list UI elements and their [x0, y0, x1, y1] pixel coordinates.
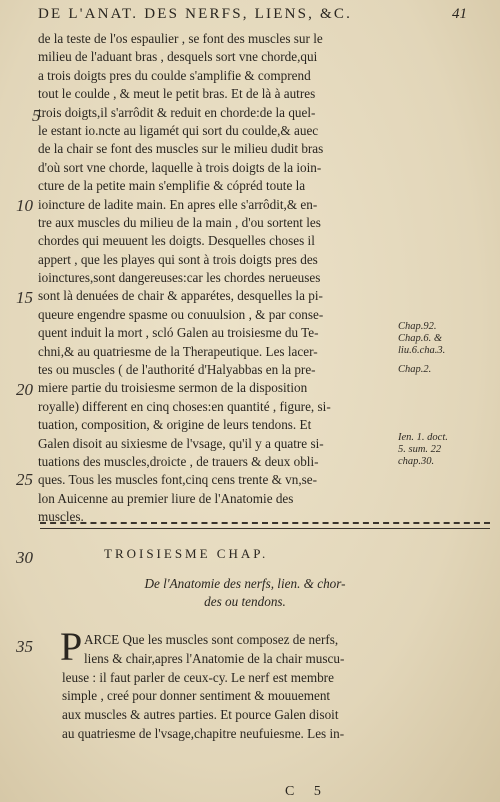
chapter-heading: TROISIESME CHAP.	[104, 546, 269, 561]
line-number-25: 25	[16, 470, 33, 489]
page-number: 41	[452, 6, 467, 22]
text-line: chordes qui meuuent les doigts. Desquelles choses il	[38, 233, 315, 249]
signature-mark: C 5	[285, 784, 329, 799]
text-line: tuations des muscles,droicte , de trauers & deux obli-	[38, 453, 319, 469]
text-line: de la chair se font des muscles sur le milieu dudit bras	[38, 141, 324, 157]
text-line: cture de la petite main s'emplifie & cópréd toute la	[38, 178, 306, 194]
margin-note: Ien. 1. doct. 5. sum. 22 chap.30.	[398, 432, 448, 467]
text-line: queure engendre spasme ou conuulsion , & par conse-	[38, 306, 324, 322]
text-line: Galen disoit au sixiesme de l'vsage, qu'il y a quatre si-	[38, 435, 324, 451]
line-number-10: 10	[16, 196, 33, 215]
text-line: d'où sort vne chorde, laquelle à trois doigts de la ioin-	[38, 159, 322, 175]
text-line: miere partie du troisiesme sermon de la disposition	[38, 380, 308, 396]
margin-note: Chap.2.	[398, 364, 432, 375]
line-number-35: 35	[16, 637, 33, 656]
text-line: leuse : il faut parler de ceux-cy. Le nerf est membre	[62, 669, 334, 685]
line-number-30: 30	[16, 548, 33, 567]
ornamental-rule	[40, 528, 490, 529]
line-number-20: 20	[16, 380, 33, 399]
text-line: milieu de l'aduant bras , desquels sort vne chorde,qui	[38, 49, 318, 65]
line-number-15: 15	[16, 288, 33, 307]
text-line: le estant io.ncte au ligamét qui sort du coulde,& auec	[38, 122, 319, 138]
text-line: a trois doigts pres du coulde s'amplifie & comprend	[38, 67, 311, 83]
text-line: muscles.	[38, 509, 84, 525]
text-line: quent induit la mort , scló Galen au troisiesme du Te-	[38, 325, 319, 341]
text-line: ques. Tous les muscles font,cinq cens trente & vn,se-	[38, 472, 318, 488]
text-line: simple , creé pour donner sentiment & mouuement	[62, 688, 331, 704]
drop-cap: P	[60, 624, 83, 669]
text-line: sont là denuées de chair & apparétes, desquelles la pi-	[38, 288, 323, 304]
chapter-subtitle: des ou tendons.	[204, 594, 286, 609]
text-line: trois doigts,il s'arrôdit & reduit en chorde:de la quel-	[38, 104, 316, 120]
text-line: ioincture de ladite main. En apres elle s'arrôdit,& en-	[38, 196, 318, 212]
text-line: aux muscles & autres parties. Et pource Galen disoit	[62, 707, 339, 723]
text-line: tre aux muscles du milieu de la main , d'ou sortent les	[38, 214, 321, 230]
text-line: ioinctures,sont dangereuses:car les chordes nerueuses	[38, 270, 321, 286]
text-line: chni,& au quatriesme de la Therapeutique. Les lacer-	[38, 343, 318, 359]
text-line: royalle) different en cinq choses:en quantité , figure, si-	[38, 398, 331, 414]
text-line: au quatriesme de l'vsage,chapitre neufuiesme. Les in-	[62, 725, 345, 741]
running-header	[0, 6, 500, 28]
line-number-5: 5	[32, 106, 41, 125]
chapter-subtitle: De l'Anatomie des nerfs, lien. & chor-	[144, 576, 346, 591]
ornamental-rule	[40, 522, 490, 524]
text-line: liens & chair,apres l'Anatomie de la chair muscu-	[84, 650, 345, 666]
running-title: DE L'ANAT. DES NERFS, LIENS, &C.	[38, 6, 353, 22]
text-line: de la teste de l'os espaulier , se font des muscles sur le	[38, 31, 323, 46]
text-line: ARCE Que les muscles sont composez de nerfs,	[84, 632, 339, 647]
text-line: appert , que les playes qui sont à trois doigts pres des	[38, 251, 318, 267]
text-line: lon Auicenne au premier liure de l'Anatomie des	[38, 490, 294, 506]
text-line: tuation, composition, & origine de leurs tendons. Et	[38, 417, 312, 433]
text-line: tes ou muscles ( de l'authorité d'Halyabbas en la pre-	[38, 362, 316, 378]
section-text-block	[62, 631, 422, 744]
margin-note: Chap.92. Chap.6. & liu.6.cha.3.	[398, 321, 446, 356]
text-line: tout le coulde , & meut le petit bras. Et de là à autres	[38, 86, 316, 102]
main-text-block	[38, 30, 404, 527]
